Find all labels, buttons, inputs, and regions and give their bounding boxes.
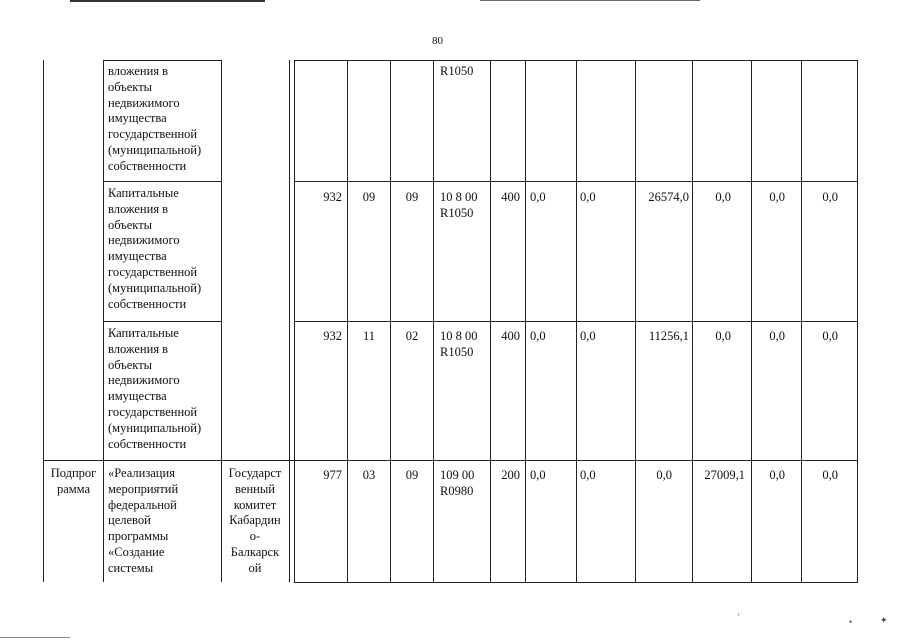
scan-edge (0, 637, 70, 638)
table-cell-v5: 0,0 (769, 329, 785, 343)
header-rule-left (70, 0, 265, 2)
table-cell-name: Капитальные вложения в объекты недвижимого имущества государственной (муниципальной) собственности (108, 326, 202, 451)
table-cell-v5: 0,0 (769, 468, 785, 482)
table-cell-v3: 11256,1 (648, 329, 689, 343)
table-cell-vr: 400 (501, 190, 520, 204)
table-cell-v6: 0,0 (822, 190, 838, 204)
table-cell-v2: 0,0 (580, 329, 596, 343)
table-border (289, 60, 290, 582)
scan-speck: • (849, 617, 853, 627)
table-cell-vr: 400 (501, 329, 520, 343)
table-cell-grbs: 932 (323, 190, 342, 204)
table-cell-pr: 09 (405, 190, 419, 204)
scan-speck: ✦ (880, 615, 888, 625)
table-cell-v2: 0,0 (580, 190, 596, 204)
table-cell-v1: 0,0 (530, 190, 546, 204)
table-cell-v1: 0,0 (530, 468, 546, 482)
scan-speck: ' (738, 612, 740, 622)
table-cell-code: R1050 (440, 64, 474, 78)
table-border (103, 321, 221, 322)
table-cell-pr: 02 (405, 329, 419, 343)
table-border (294, 181, 858, 182)
table-cell-pr: 09 (405, 468, 419, 482)
table-cell-v4: 27009,1 (704, 468, 745, 482)
table-cell-v6: 0,0 (822, 329, 838, 343)
table-cell-rz: 09 (362, 190, 376, 204)
table-cell-v6: 0,0 (822, 468, 838, 482)
table-cell-executor: Государст венный комитет Кабардин о- Балкарск ой (228, 466, 282, 575)
table-cell-v4: 0,0 (715, 190, 731, 204)
table-cell-csr: 10 8 00 R1050 (440, 329, 478, 359)
table-cell-status: Подпрог рамма (50, 466, 97, 496)
table-cell-grbs: 932 (323, 329, 342, 343)
table-cell-v3: 26574,0 (648, 190, 689, 204)
table-border (103, 181, 221, 182)
page-number: 80 (432, 35, 443, 47)
table-border (294, 321, 858, 322)
table-border (43, 60, 44, 582)
table-cell-csr: 109 00 R0980 (440, 468, 475, 498)
table-cell-v1: 0,0 (530, 329, 546, 343)
table-cell-v2: 0,0 (580, 468, 596, 482)
table-cell-rz: 11 (362, 329, 376, 343)
table-cell-grbs: 977 (323, 468, 342, 482)
table-cell-v3: 0,0 (656, 468, 672, 482)
table-cell-name: Капитальные вложения в объекты недвижимого имущества государственной (муниципальной) собственности (108, 186, 202, 311)
table-cell-name: вложения в объекты недвижимого имущества государственной (муниципальной) собственности (108, 64, 202, 173)
table-border (43, 460, 858, 461)
table-cell-v5: 0,0 (769, 190, 785, 204)
table-cell-csr: 10 8 00 R1050 (440, 190, 478, 220)
table-cell-rz: 03 (362, 468, 376, 482)
table-cell-vr: 200 (501, 468, 520, 482)
table-border (103, 60, 221, 61)
table-cell-name: «Реализация мероприятий федеральной целевой программы «Создание системы (108, 466, 179, 575)
table-border (294, 60, 858, 61)
header-rule-right (480, 0, 700, 1)
table-border (294, 582, 858, 583)
table-cell-v4: 0,0 (715, 329, 731, 343)
